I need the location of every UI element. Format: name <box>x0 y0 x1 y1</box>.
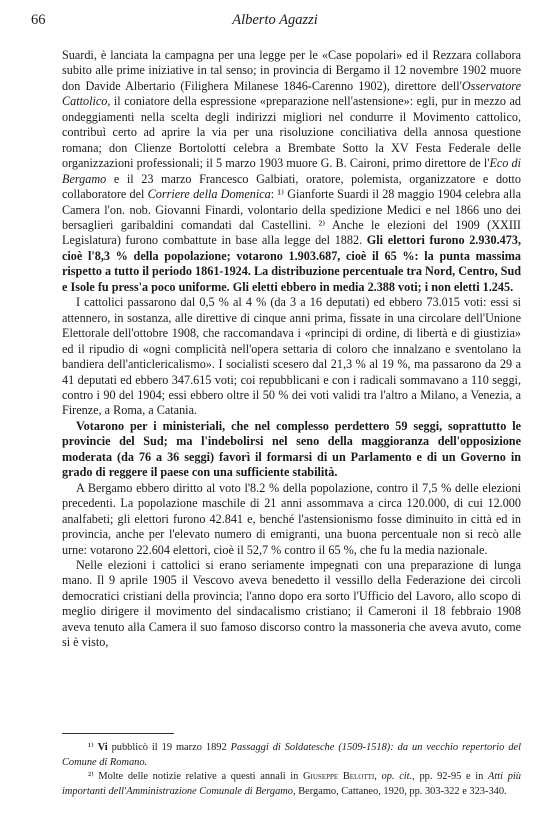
paragraph <box>62 295 521 419</box>
paragraph <box>62 48 521 295</box>
paragraph <box>62 419 521 481</box>
running-head: Alberto Agazzi <box>232 12 318 28</box>
text-run: Vi <box>97 742 108 753</box>
page-number: 66 <box>31 12 46 28</box>
footnote-rule <box>62 733 174 734</box>
footnote <box>62 741 521 770</box>
footnotes <box>62 741 521 799</box>
paragraph <box>62 558 521 651</box>
page-header <box>0 12 550 32</box>
text-run: Giuseppe Belotti <box>303 771 375 782</box>
footnote <box>62 770 521 799</box>
text-run: op. cit. <box>381 771 413 782</box>
text-run: Suardi, è lanciata la campagna per una legge per le «Case popolari» ed il Rezzara collabora subito alle prime iniziative in tal senso; in provincia di Bergamo il 12 novembre 1902 muore don Davide Albertario (Filighera Milanese 1846-Carenno 1902), direttore dell' <box>62 48 521 93</box>
text-run: Eco di Bergamo <box>62 156 521 186</box>
text-run: , <box>374 771 382 782</box>
text-run: : ¹⁾ Gianforte Suardi il 28 maggio 1904 celebra alla Camera l'on. nob. Giovanni Finardi, volontario della spedizione Medici e nel 1866 uno dei bersaglieri garibaldini comandati dal Castellini. ²⁾ Anche le elezioni del 1909 (XXIII Legislatura) furono combattute in base alla legge del 1882. <box>62 187 521 248</box>
text-run: , Bergamo, Cattaneo, 1920, pp. 303-322 e 323-340. <box>293 785 507 797</box>
text-run: Corriere della Domenica <box>147 187 271 202</box>
text-run: , pp. 92-95 e in <box>412 771 489 782</box>
text-run: I cattolici passarono dal 0,5 % al 4 % (da 3 a 16 deputati) ed ebbero 73.015 voti: essi si attennero, in sostanza, alle direttive di cinque anni prima, fissate in una circolare dell'Unione Elettorale dell'ottobre 1908, che raccomandava i «principi di ordine, di libertà e di giustizia» ed il ripudio di «ogni complicità nell'opera settaria di coloro che innalzano e sventolano la bandiera dell'anticlericalismo». I socialisti scesero dal 21,3 % al 19 %, ma passarono da 29 a 41 deputati ed ebbero 347.615 voti; coi repubblicani e con i radicali sommavano a 110 seggi, contro i 90 del 1904; essi ebbero oltre il 50 % dei voti validi tra l'altro a Milano, a Venezia, a Firenze, a Roma, a Catania. <box>62 295 521 418</box>
text-run: A Bergamo ebbero diritto al voto l'8.2 % della popolazione, contro il 7,5 % delle elezioni precedenti. La popolazione maschile di 21 anni assommava a circa 120.000, di cui 12.000 analfabeti; gli elettori furono 42.841 e, benché l'astensionismo fosse diminuito in città ed in provincia, anche per l'elevato numero di emigranti, una buona percentuale non si recò alle urne: votarono 22.604 elettori, cioè il 52,7 % contro il 65 %, che fu la media nazionale. <box>62 480 521 557</box>
text-run: , il coniatore della espressione «preparazione nell'astensione»: egli, pur in mezzo ad ondeggiamenti nella scelta degli indirizzi migliori nel condurre il Movimento cattolico, contribuì certo ad aprire la via per una risoluzione conciliativa della annosa questione romana; don Clienze Bortolotti celebra a Brembate Sotto la XV Festa Federale delle organizzazioni professionali; il 5 marzo 1903 muore G. B. Caironi, primo direttore de l' <box>62 94 521 171</box>
text-run: Gli elettori furono 2.930.473, cioè l'8,3 % della popolazione; votarono 1.903.687, cioè il 65 %: la punta massima rispetto a tutto il periodo 1861-1924. La distribuzione percentuale tra Nord, Centro, Sud e Isole fu press'a poco uniforme. Gli eletti ebbero in media 2.388 voti; i non eletti 1.245. <box>62 233 521 294</box>
text-run: e il 23 marzo Francesco Galbiati, oratore, polemista, organizzatore e dotto collaboratore del <box>62 171 521 202</box>
text-run: pubblicò il 19 marzo 1892 <box>107 742 231 753</box>
body-text <box>62 48 521 651</box>
text-run: Nelle elezioni i cattolici si erano seriamente impegnati con una preparazione di lunga mano. Il 9 aprile 1905 il Vescovo aveva benedetto il vessillo della Federazione dei circoli democratici cristiani della provincia; l'anno dopo era sorto l'Ufficio del Lavoro, allo scopo di meglio dirigere il movimento del sindacalismo cristiano; il Cameroni il 18 febbraio 1908 aveva tenuto alla Camera il suo famoso discorso contro la massoneria che aveva avuto, come si è visto, <box>62 557 521 650</box>
text-run: Votarono per i ministeriali, che nel complesso perdettero 59 seggi, soprattutto le provincie del Sud; ma l'indebolirsi nel seno della maggioranza dell'opposizione moderata (da 76 a 36 seggi) favorì il formarsi di un Parlamento e di un Governo in grado di reggere il paese con una sufficiente stabilità. <box>62 418 521 480</box>
text-run: Passaggi di Soldatesche (1509-1518): da un vecchio repertorio del Comune di Romano. <box>62 742 522 768</box>
text-run: ¹⁾ <box>88 742 98 753</box>
text-run: ²⁾ Molte delle notizie relative a questi annali in <box>88 771 304 782</box>
text-run: Atti più importanti dell'Amministrazione Comunale di Bergamo <box>62 771 522 797</box>
text-run: Osservatore Cattolico <box>62 78 521 109</box>
paragraph <box>62 481 521 558</box>
